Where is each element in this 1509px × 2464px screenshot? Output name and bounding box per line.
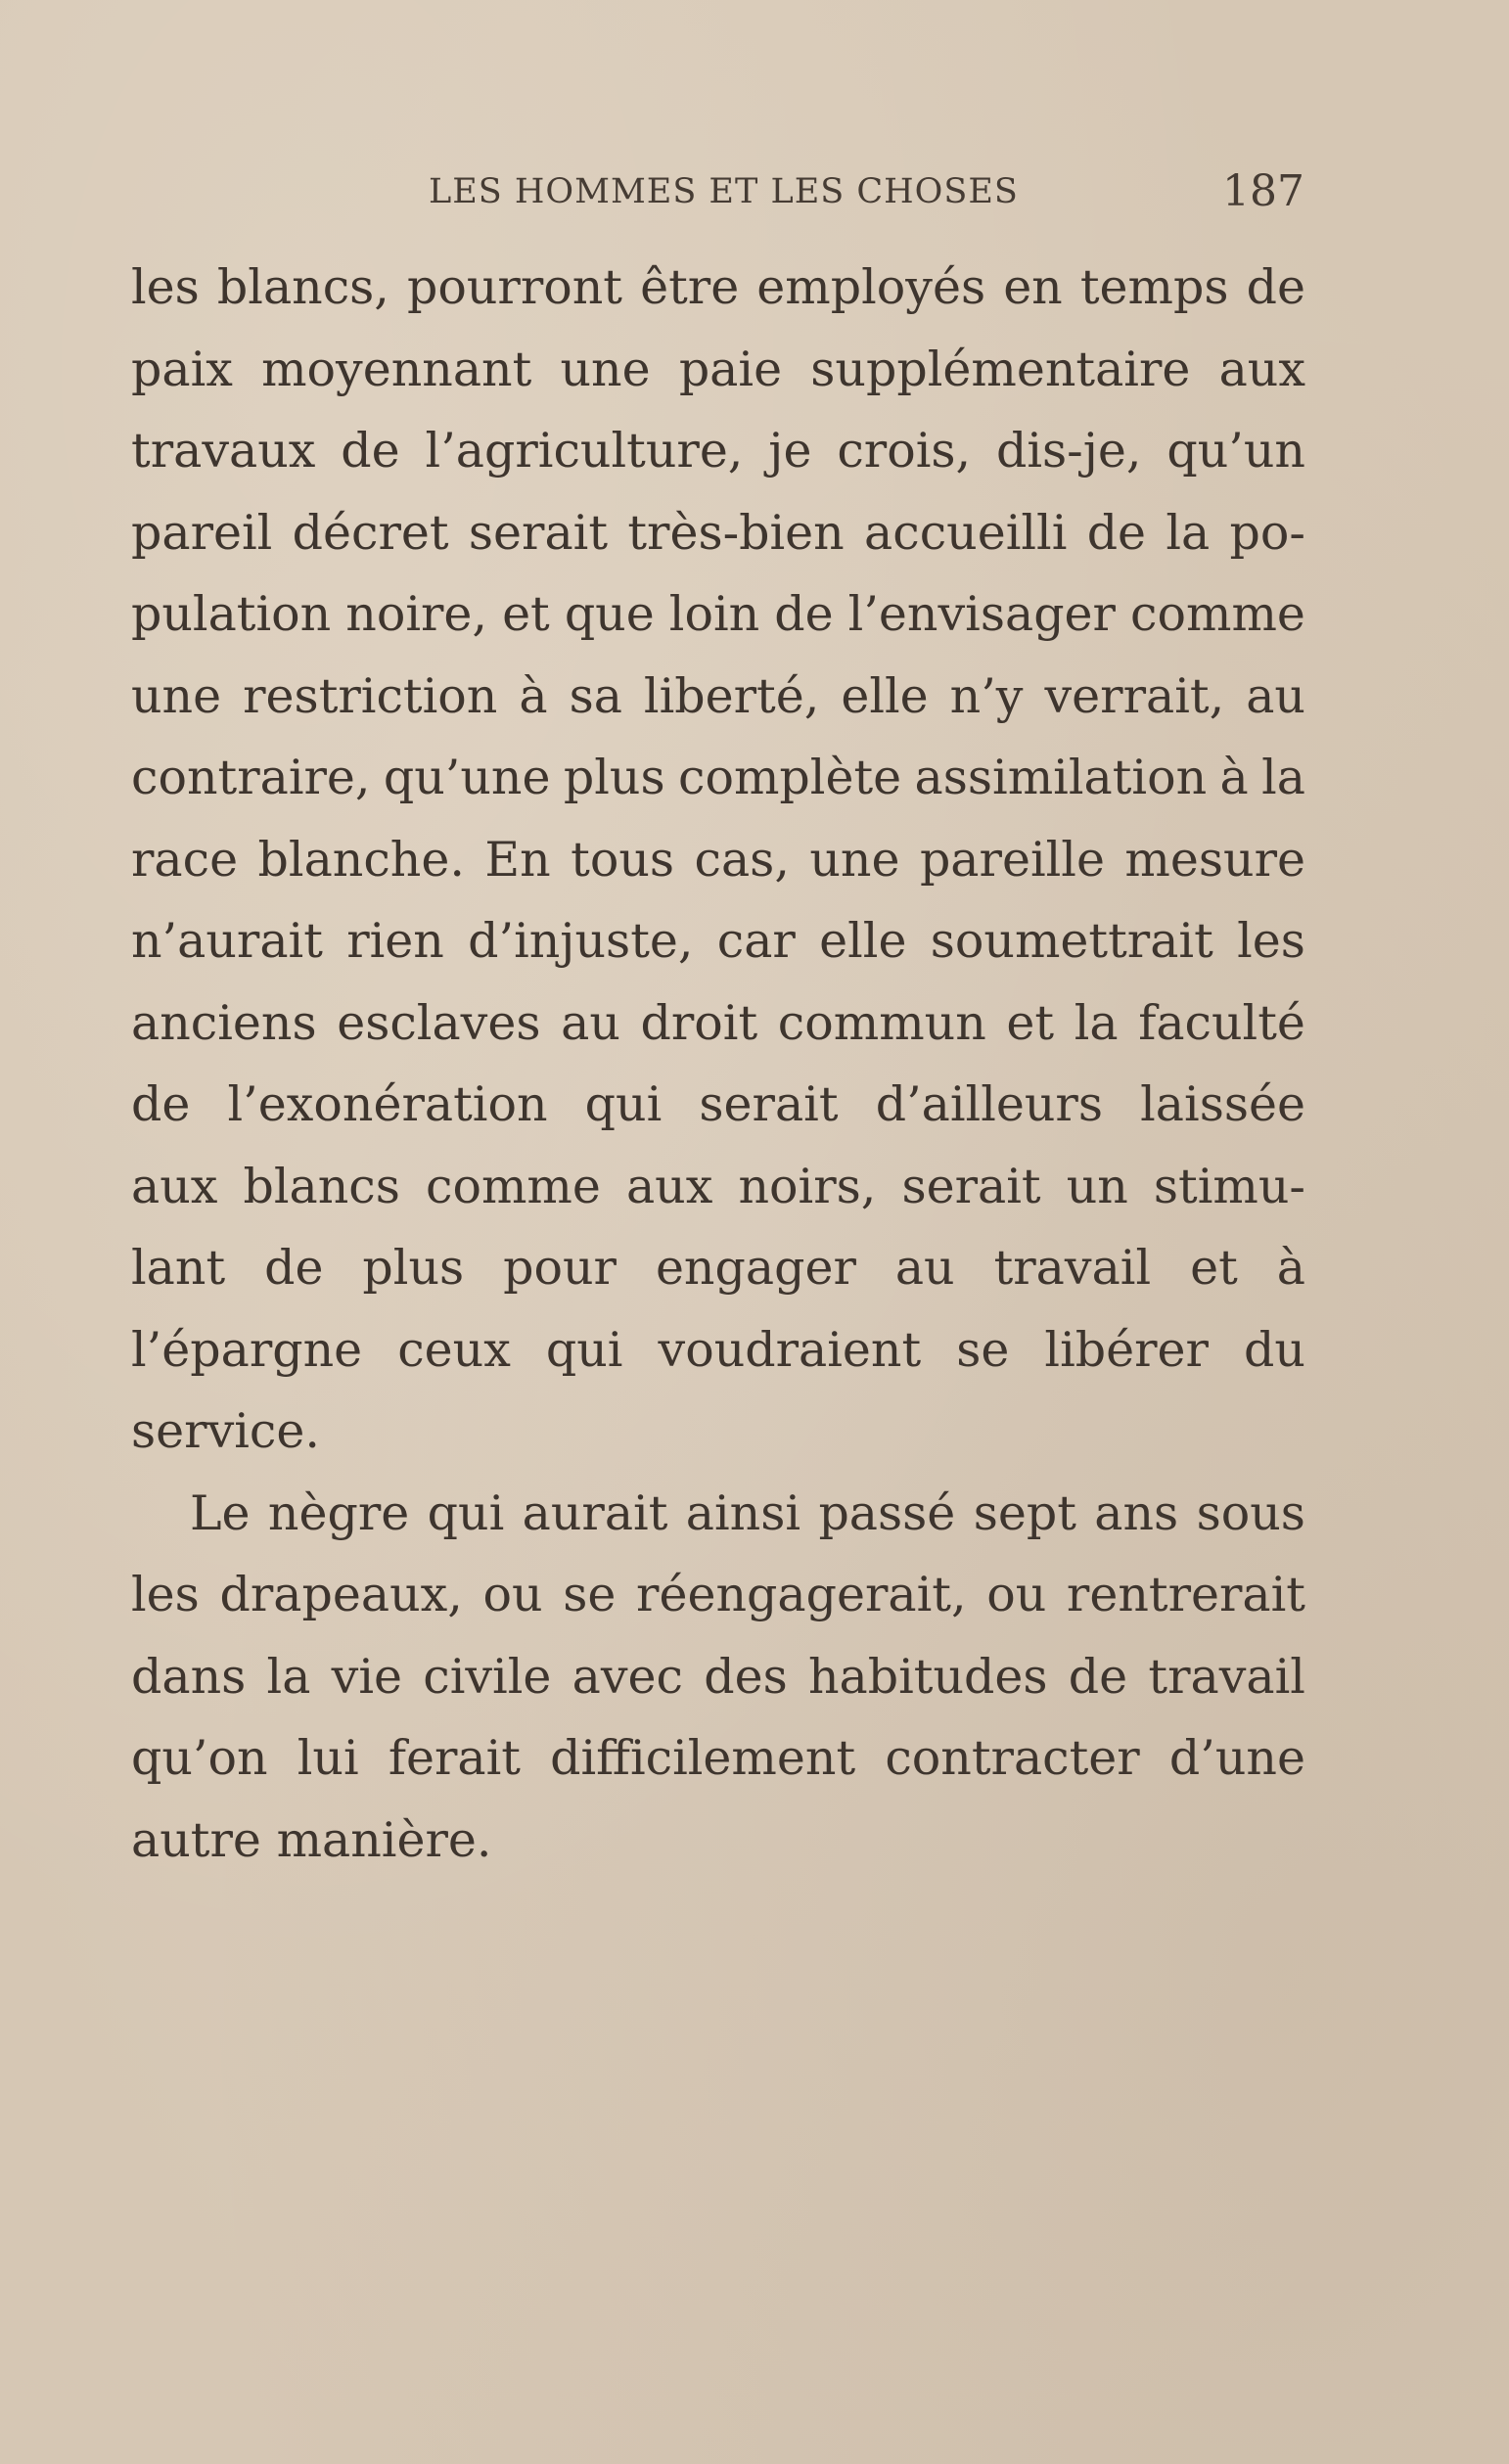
word: et xyxy=(1190,1240,1238,1296)
word: se xyxy=(563,1567,617,1622)
word: En xyxy=(484,831,551,888)
word: nègre xyxy=(267,1484,410,1541)
word: sa xyxy=(569,667,622,724)
word: lui xyxy=(297,1730,359,1786)
word: noire, xyxy=(345,586,488,642)
word: verrait, xyxy=(1044,667,1225,724)
word: pourront xyxy=(406,259,622,315)
word: stimu- xyxy=(1153,1158,1305,1214)
text-line xyxy=(131,1309,1305,1392)
word: travail xyxy=(993,1240,1152,1296)
text-line xyxy=(131,492,1305,574)
word: une xyxy=(131,667,222,724)
page-number: 187 xyxy=(1222,166,1304,216)
word: se xyxy=(956,1321,1010,1378)
text-line xyxy=(131,1800,1305,1882)
text-line xyxy=(131,329,1305,411)
text-line xyxy=(131,1717,1305,1800)
text-line xyxy=(131,1554,1305,1636)
word: crois, xyxy=(837,423,972,479)
word: elle xyxy=(841,667,929,724)
word: pour xyxy=(503,1240,617,1296)
word: engager xyxy=(655,1240,856,1296)
word: à xyxy=(1276,1240,1305,1296)
word: liberté, xyxy=(643,667,820,724)
word: une xyxy=(809,831,900,888)
word: loin xyxy=(668,586,760,642)
word: habitudes xyxy=(807,1648,1048,1705)
word: ans xyxy=(1094,1484,1179,1541)
word: qui xyxy=(584,1076,663,1132)
word: être xyxy=(640,259,740,315)
word: rentrerait xyxy=(1066,1567,1305,1622)
word: les xyxy=(1237,913,1305,969)
word: au xyxy=(561,994,620,1051)
word: n’y xyxy=(949,667,1024,724)
word: soumettrait xyxy=(930,913,1213,969)
word: ainsi xyxy=(685,1484,801,1541)
word: pareille xyxy=(919,831,1105,888)
word: réengagerait, xyxy=(636,1567,967,1622)
word: je xyxy=(768,423,812,479)
word: et xyxy=(502,586,550,642)
word: complète xyxy=(678,750,902,805)
word: passé xyxy=(818,1484,956,1541)
word: blanche. xyxy=(257,831,465,888)
word: serait xyxy=(468,504,609,561)
word: aux xyxy=(131,1158,218,1214)
word: qu’un xyxy=(1166,423,1305,479)
text-line xyxy=(131,1227,1305,1309)
word: po- xyxy=(1229,504,1305,561)
word: d’injuste, xyxy=(468,913,694,969)
word: un xyxy=(1066,1158,1128,1214)
word: pareil xyxy=(131,504,273,561)
word: l’envisager xyxy=(847,586,1116,642)
text-line xyxy=(131,1636,1305,1718)
word: ou xyxy=(986,1567,1047,1622)
text-line xyxy=(131,900,1305,982)
word: décret xyxy=(292,504,449,561)
word: la xyxy=(1166,504,1211,561)
word: à xyxy=(519,667,548,724)
text-line xyxy=(131,1391,1305,1473)
word: plus xyxy=(563,750,665,805)
word: voudraient xyxy=(658,1321,922,1378)
text-line xyxy=(131,573,1305,656)
word: les xyxy=(131,1567,200,1622)
word: restriction xyxy=(243,667,498,724)
word: et xyxy=(1006,994,1055,1051)
word: libérer xyxy=(1044,1321,1209,1378)
word: faculté xyxy=(1138,994,1305,1051)
word: n’aurait xyxy=(131,913,323,969)
word: qu’on xyxy=(131,1730,268,1786)
word: elle xyxy=(819,913,907,969)
word: car xyxy=(716,913,796,969)
word: aurait xyxy=(522,1484,668,1541)
word: droit xyxy=(640,994,758,1051)
word: accueilli xyxy=(864,504,1068,561)
word: ou xyxy=(482,1567,543,1622)
word: rien xyxy=(346,913,444,969)
word: aux xyxy=(625,1158,713,1214)
word: une xyxy=(560,341,651,397)
word: Le xyxy=(190,1484,251,1541)
word: avec xyxy=(572,1648,683,1705)
word: paie xyxy=(678,341,783,397)
word: commun xyxy=(777,994,986,1051)
word: assimilation xyxy=(914,750,1208,805)
word: de xyxy=(1068,1648,1128,1705)
word: l’exonération xyxy=(227,1076,548,1132)
word: ferait xyxy=(388,1730,521,1786)
text-line xyxy=(131,1064,1305,1146)
word: noirs, xyxy=(738,1158,877,1214)
word: la xyxy=(1074,994,1119,1051)
text-line xyxy=(131,247,1305,329)
word: blancs, xyxy=(216,259,389,315)
word: mesure xyxy=(1124,831,1305,888)
body-text xyxy=(131,247,1305,1881)
text-line xyxy=(131,819,1305,901)
text-line xyxy=(131,656,1305,738)
word: travaux xyxy=(131,423,316,479)
word: contraire, xyxy=(131,750,371,805)
word: dans xyxy=(131,1648,247,1705)
word: sous xyxy=(1196,1484,1305,1541)
word: serait xyxy=(901,1158,1041,1214)
word: temps xyxy=(1079,259,1229,315)
word: sept xyxy=(973,1484,1076,1541)
word: pulation xyxy=(131,586,332,642)
word: l’épargne xyxy=(131,1321,363,1378)
text-line xyxy=(131,1473,1305,1555)
word: ceux xyxy=(397,1321,511,1378)
word: tous xyxy=(571,831,675,888)
word: que xyxy=(564,586,655,642)
word: civile xyxy=(423,1648,552,1705)
word: d’une xyxy=(1168,1730,1305,1786)
word: très-bien xyxy=(627,504,845,561)
word: dis-je, xyxy=(995,423,1142,479)
word: travail xyxy=(1148,1648,1305,1705)
word: paix xyxy=(131,341,233,397)
word: les xyxy=(131,259,200,315)
running-head xyxy=(135,166,1304,225)
word: l’agriculture, xyxy=(425,423,744,479)
word: race xyxy=(131,831,239,888)
running-title: LES HOMMES ET LES CHOSES xyxy=(429,172,1019,211)
word: des xyxy=(704,1648,788,1705)
word: cas, xyxy=(694,831,790,888)
text-line xyxy=(131,410,1305,492)
word: de xyxy=(1246,259,1305,315)
word: plus xyxy=(362,1240,465,1296)
text-line xyxy=(131,982,1305,1065)
word: manière. xyxy=(276,1811,492,1868)
word: qu’une xyxy=(383,750,551,805)
word: comme xyxy=(426,1158,601,1214)
word: vie xyxy=(331,1648,403,1705)
word: laissée xyxy=(1140,1076,1305,1132)
word: employés xyxy=(756,259,986,315)
word: de xyxy=(131,1076,191,1132)
word: autre xyxy=(131,1811,261,1868)
word: de xyxy=(774,586,834,642)
word: lant xyxy=(131,1240,226,1296)
word: esclaves xyxy=(337,994,541,1051)
word: comme xyxy=(1130,586,1305,642)
word: qui xyxy=(427,1484,505,1541)
word: à xyxy=(1219,750,1249,805)
word: du xyxy=(1244,1321,1305,1378)
word: anciens xyxy=(131,994,317,1051)
word: difficilement xyxy=(550,1730,856,1786)
word: au xyxy=(894,1240,955,1296)
word: aux xyxy=(1218,341,1305,397)
text-line xyxy=(131,737,1305,819)
word: la xyxy=(266,1648,311,1705)
word: drapeaux, xyxy=(219,1567,463,1622)
word: la xyxy=(1261,750,1305,805)
text-line xyxy=(131,1146,1305,1228)
word: au xyxy=(1246,667,1305,724)
word: d’ailleurs xyxy=(875,1076,1103,1132)
word: moyennant xyxy=(261,341,532,397)
word: de xyxy=(264,1240,324,1296)
word: en xyxy=(1003,259,1063,315)
word: qui xyxy=(545,1321,623,1378)
word: de xyxy=(1086,504,1147,561)
word: contracter xyxy=(885,1730,1140,1786)
word: service. xyxy=(131,1403,320,1459)
word: serait xyxy=(699,1076,839,1132)
word: blancs xyxy=(243,1158,400,1214)
word: de xyxy=(341,423,400,479)
word: supplémentaire xyxy=(810,341,1191,397)
